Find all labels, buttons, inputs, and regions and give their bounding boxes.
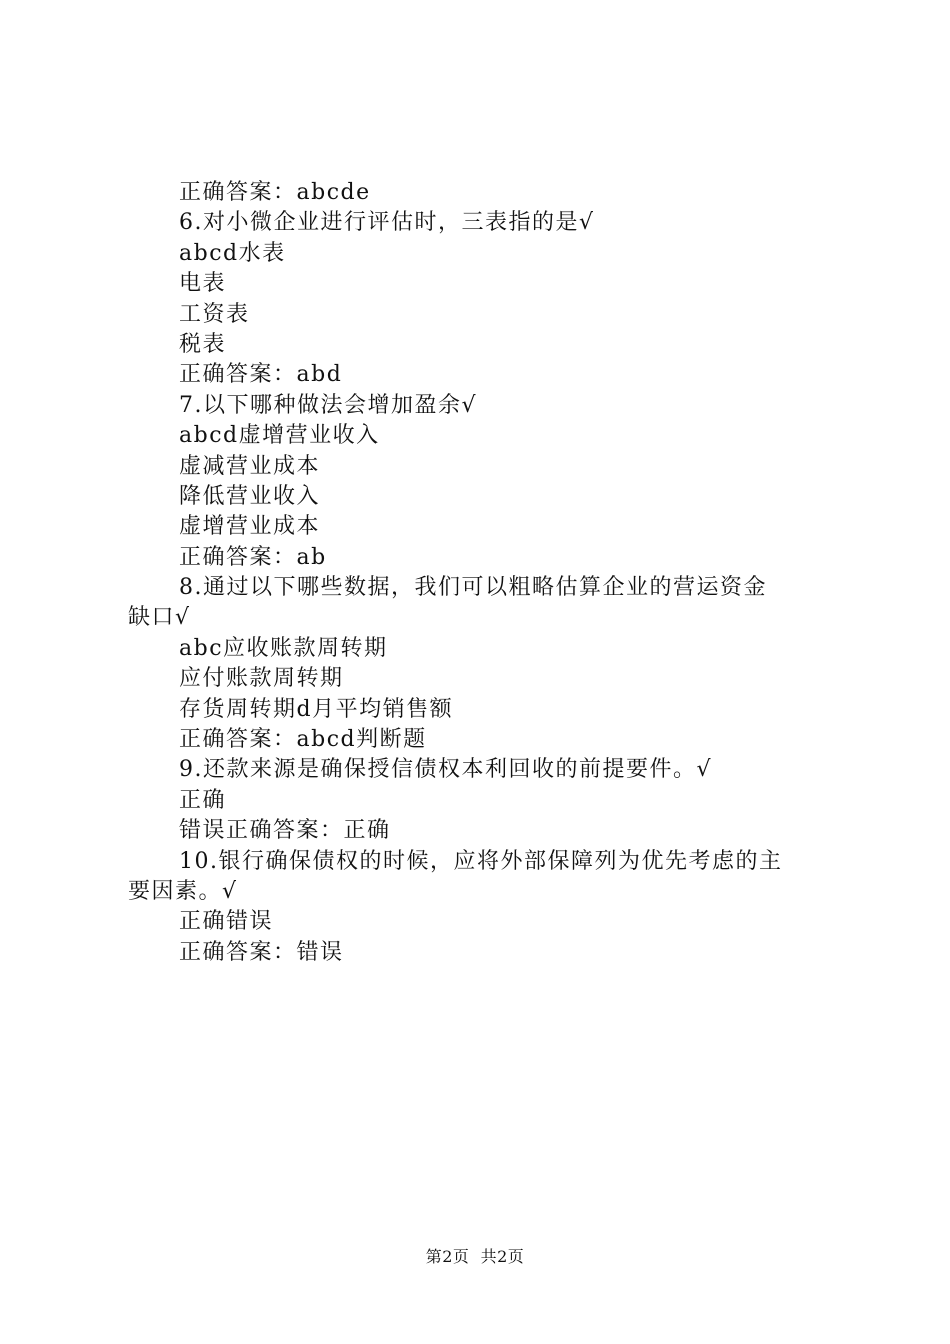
- question-10: 10.银行确保债权的时候，应将外部保障列为优先考虑的主: [179, 848, 783, 874]
- question-8-continuation: 缺口√: [128, 605, 191, 631]
- option-line: 工资表: [179, 301, 250, 327]
- option-line: 电表: [179, 271, 227, 297]
- option-line: 降低营业收入: [179, 483, 321, 509]
- option-line: 存货周转期d月平均销售额: [179, 696, 454, 722]
- page-footer: [0, 1244, 950, 1267]
- answer-line: 正确答案：abcde: [179, 180, 371, 205]
- question-9: 9.还款来源是确保授信债权本利回收的前提要件。√: [179, 757, 713, 783]
- question-7: 7.以下哪种做法会增加盈余√: [179, 392, 478, 418]
- option-line: 正确错误: [179, 909, 274, 935]
- option-line: 虚减营业成本: [179, 453, 321, 479]
- page-total: 共2页: [480, 1247, 525, 1266]
- page-number: 第2页: [425, 1247, 470, 1266]
- option-line: abcd水表: [179, 240, 286, 266]
- page-body: [128, 178, 834, 968]
- option-line: abc应收账款周转期: [179, 635, 388, 661]
- question-8: 8.通过以下哪些数据，我们可以粗略估算企业的营运资金: [179, 575, 767, 601]
- question-10-continuation: 要因素。√: [128, 878, 238, 904]
- answer-line: 正确答案：abd: [179, 362, 343, 388]
- option-line: 税表: [179, 331, 227, 357]
- answer-line: 正确答案：abcd判断题: [179, 727, 427, 753]
- answer-line: 正确答案：错误: [179, 939, 344, 965]
- option-line: 正确: [179, 787, 227, 813]
- answer-line: 正确答案：ab: [179, 544, 327, 570]
- option-line: 虚增营业成本: [179, 514, 321, 540]
- answer-line: 错误正确答案：正确: [179, 818, 391, 844]
- question-6: 6.对小微企业进行评估时，三表指的是√: [179, 210, 595, 236]
- option-line: 应付账款周转期: [179, 666, 344, 692]
- option-line: abcd虚增营业收入: [179, 423, 380, 449]
